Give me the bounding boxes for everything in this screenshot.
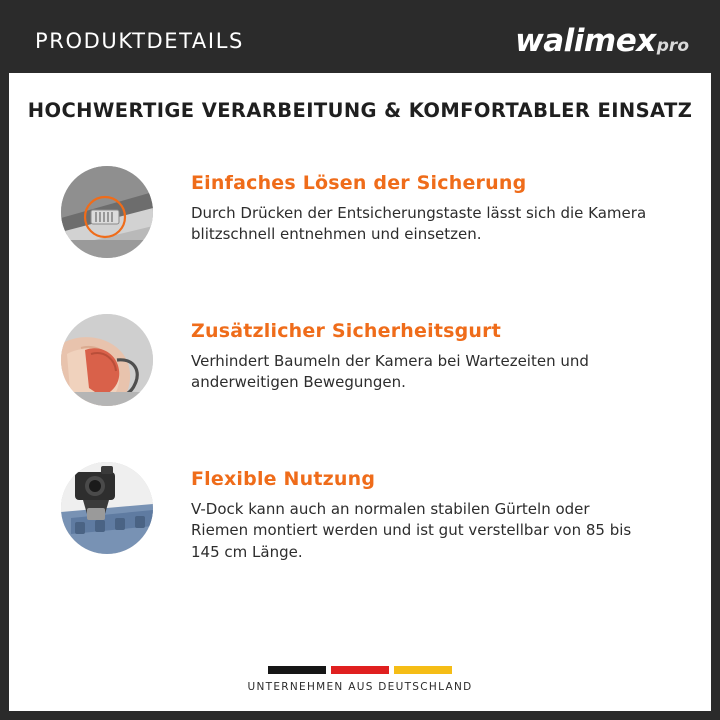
feature-text-block [191,312,651,394]
footer-text: UNTERNEHMEN AUS DEUTSCHLAND [247,681,473,693]
feature-text-block [191,460,651,563]
brand-name: walimex [515,22,656,59]
german-flag-icon [9,666,711,674]
page-title: PRODUKTDETAILS [35,29,244,53]
footer [9,666,711,693]
feature-title: Einfaches Lösen der Sicherung [191,172,527,194]
feature-description: V-Dock kann auch an normalen stabilen Gürteln oder Riemen montiert werden und ist gut verstellbar von 85 bis 145 cm Länge. [191,500,632,561]
feature-text-block [191,164,651,246]
brand-logo [515,22,689,59]
page-header [9,9,711,73]
list-item [61,312,687,406]
flag-stripe-red [331,666,389,674]
feature-title: Flexible Nutzung [191,468,376,490]
feature-list [9,164,711,563]
safety-strap-in-hand-photo [61,314,153,406]
section-subtitle: HOCHWERTIGE VERARBEITUNG & KOMFORTABLER EINSATZ [27,99,693,122]
camera-on-belt-photo [61,462,153,554]
list-item [61,164,687,258]
feature-description: Verhindert Baumeln der Kamera bei Wartezeiten und anderweitigen Bewegungen. [191,352,589,392]
feature-title: Zusätzlicher Sicherheitsgurt [191,320,501,342]
brand-suffix: pro [656,35,689,56]
list-item [61,460,687,563]
feature-description: Durch Drücken der Entsicherungstaste lässt sich die Kamera blitzschnell entnehmen und einsetzen. [191,204,647,244]
camera-release-button-photo [61,166,153,258]
subtitle-container [9,73,711,122]
flag-stripe-gold [394,666,452,674]
flag-stripe-black [268,666,326,674]
